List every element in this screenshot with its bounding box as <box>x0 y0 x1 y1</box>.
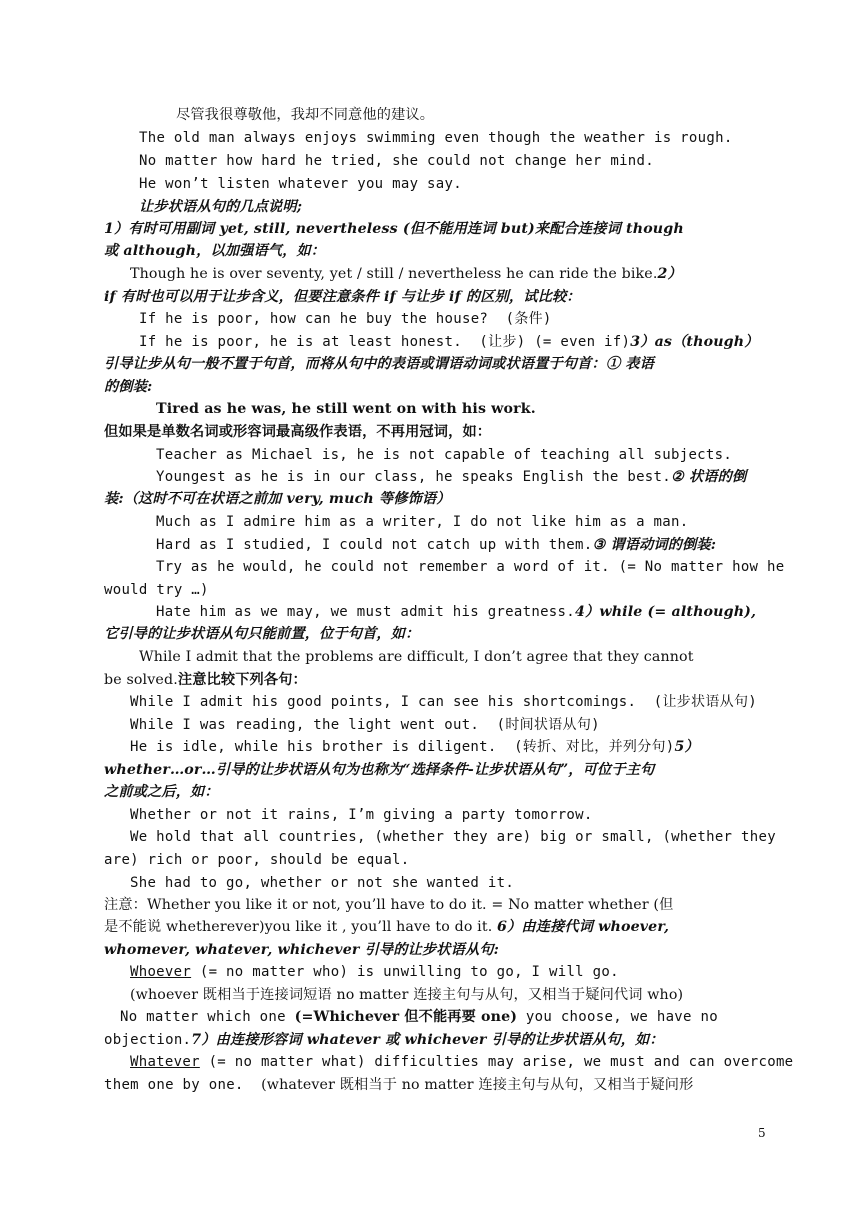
text-line <box>104 624 419 644</box>
text-line <box>130 962 619 982</box>
text-run: 是不能说 whetherever)you like it , you’ll have to do it. <box>104 919 498 935</box>
text-line <box>156 399 536 419</box>
page-number: 5 <box>758 1126 766 1140</box>
text-line <box>104 1075 693 1095</box>
text-run: Try as he would, he could not remember a word of it. (= No matter how he <box>156 559 785 575</box>
text-run: 的倒装: <box>104 379 153 395</box>
text-run: Teacher as Michael is, he is not capable of teaching all subjects. <box>156 447 733 463</box>
text-line <box>156 535 716 555</box>
text-run: 3）as（though） <box>630 334 759 350</box>
text-run: 4）while (= although), <box>574 604 757 620</box>
text-line <box>156 467 746 487</box>
text-line <box>104 895 673 915</box>
text-run: 尽管我很尊敬他，我却不同意他的建议。 <box>176 107 435 123</box>
text-run: If he is poor, he is at least honest. (让步) (= even if) <box>139 334 631 350</box>
text-run: 但如果是单数名词或形容词最高级作表语，不再用冠词，如： <box>104 424 492 440</box>
text-run: 1）有时可用副词 yet, still, nevertheless (但不能用连词 but)来配合连接词 though <box>104 221 684 237</box>
text-line <box>104 422 491 442</box>
text-line <box>104 241 325 261</box>
text-run: 注意：Whether you like it or not, you’ll have to do it. = No matter whether (但 <box>104 897 674 913</box>
text-run: 引导让步从句一般不置于句首，而将从句中的表语或谓语动词或状语置于句首：① 表语 <box>104 356 654 372</box>
text-run: He won’t listen whatever you may say. <box>139 176 462 192</box>
text-run: 装:（这时不可在状语之前加 very, much 等修饰语） <box>104 491 451 507</box>
text-line <box>130 692 757 712</box>
text-line <box>139 128 733 148</box>
text-run: objection. <box>104 1032 192 1048</box>
text-run: ③ 谓语动词的倒装: <box>592 537 717 553</box>
text-run: 5） <box>674 739 699 755</box>
text-run: While I was reading, the light went out. (时间状语从句) <box>130 717 600 733</box>
text-line <box>156 512 688 532</box>
text-run: 让步状语从句的几点说明; <box>139 199 303 215</box>
text-run: if 有时也可以用于让步含义，但要注意条件 if 与让步 if 的区别，试比较： <box>104 289 581 305</box>
text-line <box>104 354 654 374</box>
text-run: 2） <box>657 266 682 282</box>
text-run: She had to go, whether or not she wanted it. <box>130 875 515 891</box>
text-line <box>139 309 552 329</box>
text-run: ② 状语的倒 <box>671 469 747 485</box>
text-run: If he is poor, how can he buy the house? (条件) <box>139 311 552 327</box>
text-run: 它引导的让步状语从句只能前置，位于句首，如： <box>104 626 420 642</box>
text-run: Though he is over seventy, yet / still / nevertheless he can ride the bike. <box>130 266 658 282</box>
text-line <box>156 602 756 622</box>
text-line <box>139 197 302 217</box>
text-run: (= no matter what) difficulties may arise, we must and can overcome <box>199 1054 794 1070</box>
text-line <box>156 445 732 465</box>
text-line <box>104 917 669 937</box>
text-run: them one by one. <box>104 1077 262 1093</box>
text-run: We hold that all countries, (whether they are) big or small, (whether they <box>130 829 776 845</box>
text-run: Hard as I studied, I could not catch up with them. <box>156 537 593 553</box>
text-run: (= no matter who) is unwilling to go, I will go. <box>191 964 619 980</box>
text-run: 7）由连接形容词 whatever 或 whichever 引导的让步状语从句，如： <box>191 1032 664 1048</box>
text-run: are) rich or poor, should be equal. <box>104 852 410 868</box>
text-line <box>130 805 593 825</box>
text-line <box>104 489 451 509</box>
text-run: be solved. <box>104 672 178 688</box>
text-run: While I admit his good points, I can see his shortcomings. (让步状语从句) <box>130 694 757 710</box>
text-run: whomever, whatever, whichever 引导的让步状语从句: <box>104 942 500 958</box>
text-run: Whatever <box>130 1054 200 1070</box>
text-line <box>139 647 694 667</box>
text-line <box>139 174 462 194</box>
text-line <box>130 264 682 284</box>
text-run: Whoever <box>130 964 192 980</box>
text-line <box>130 827 776 847</box>
text-line <box>130 737 699 757</box>
text-run: Hate him as we may, we must admit his greatness. <box>156 604 575 620</box>
text-run: Tired as he was, he still went on with his work. <box>156 401 536 417</box>
text-run: Youngest as he is in our class, he speaks English the best. <box>156 469 671 485</box>
text-line <box>104 782 219 802</box>
text-run: 或 although，以加强语气，如： <box>104 243 326 259</box>
text-line <box>104 377 152 397</box>
text-run: you choose, we have no <box>517 1009 718 1025</box>
text-line <box>104 850 410 870</box>
text-run: would try …) <box>104 582 209 598</box>
text-run: (whatever 既相当于 no matter 连接主句与从句，又相当于疑问形 <box>261 1077 694 1093</box>
text-run: He is idle, while his brother is diligent. (转折、对比，并列分句) <box>130 739 675 755</box>
text-line <box>130 1052 793 1072</box>
text-line <box>104 219 684 239</box>
text-run: whether…or…引导的让步状语从句为也称为“选择条件-让步状语从句”，可位于主句 <box>104 762 655 778</box>
text-line <box>130 873 514 893</box>
text-line <box>130 715 600 735</box>
text-line <box>104 940 499 960</box>
text-line <box>104 1030 664 1050</box>
text-run: While I admit that the problems are difficult, I don’t agree that they cannot <box>139 649 694 665</box>
text-line <box>104 287 581 307</box>
text-run: No matter how hard he tried, she could not change her mind. <box>139 153 654 169</box>
text-line <box>104 580 209 600</box>
text-line <box>176 105 434 125</box>
text-run: The old man always enjoys swimming even though the weather is rough. <box>139 130 733 146</box>
text-run: (whoever 既相当于连接词短语 no matter 连接主句与从句，又相当于疑问代词 who) <box>130 987 684 1003</box>
text-run: No matter which one <box>120 1009 295 1025</box>
text-line <box>139 332 759 352</box>
text-line <box>139 151 654 171</box>
text-line <box>156 557 784 577</box>
text-line <box>130 985 683 1005</box>
text-run: (=Whichever 但不能再要 one) <box>294 1009 518 1025</box>
text-line <box>104 760 654 780</box>
text-run: Much as I admire him as a writer, I do not like him as a man. <box>156 514 689 530</box>
text-line <box>104 670 307 690</box>
text-run: Whether or not it rains, I’m giving a party tomorrow. <box>130 807 593 823</box>
text-run: 之前或之后，如： <box>104 784 219 800</box>
text-line <box>120 1007 718 1027</box>
text-run: 6）由连接代词 whoever, <box>497 919 670 935</box>
text-run: 注意比较下列各句： <box>177 672 307 688</box>
